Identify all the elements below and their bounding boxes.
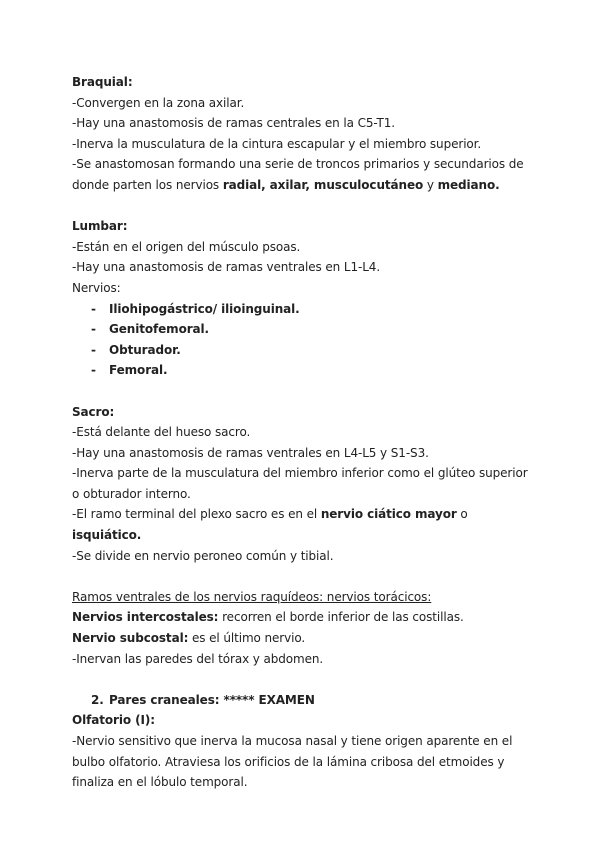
sacro-heading: Sacro: <box>72 404 115 419</box>
list-item: - Obturador. <box>91 342 181 357</box>
braquial-line: -Inerva la musculatura de la cintura escapular y el miembro superior. <box>72 136 482 151</box>
braquial-line: -Hay una anastomosis de ramas centrales en la C5-T1. <box>72 116 395 131</box>
olfatorio-line: finaliza en el lóbulo temporal. <box>72 775 248 790</box>
olfatorio-line: bulbo olfatorio. Atraviesa los orificios de la lámina cribosa del etmoides y <box>72 754 505 769</box>
lumbar-line: -Están en el origen del músculo psoas. <box>72 239 301 254</box>
sacro-line: -Se divide en nervio peroneo común y tibial. <box>72 548 334 563</box>
braquial-line: -Convergen en la zona axilar. <box>72 95 245 110</box>
subcostal-line: Nervio subcostal: es el último nervio. <box>72 631 306 646</box>
sacro-line: -Está delante del hueso sacro. <box>72 425 251 440</box>
document-body <box>72 72 532 793</box>
braquial-line: -Se anastomosan formando una serie de troncos primarios y secundarios de <box>72 157 524 172</box>
list-item: - Femoral. <box>91 363 168 378</box>
sacro-line: -Hay una anastomosis de ramas ventrales en L4-L5 y S1-S3. <box>72 445 429 460</box>
toracicos-title: Ramos ventrales de los nervios raquídeos: nervios torácicos: <box>72 589 432 604</box>
lumbar-nerves-list <box>72 299 532 381</box>
lumbar-line: Nervios: <box>72 280 121 295</box>
intercostales-line: Nervios intercostales: recorren el borde inferior de las costillas. <box>72 610 464 625</box>
braquial-nerves-line: donde parten los nervios radial, axilar, musculocutáneo y mediano. <box>72 177 500 192</box>
list-item: - Genitofemoral. <box>91 322 210 337</box>
toracicos-line: -Inervan las paredes del tórax y abdomen. <box>72 651 324 666</box>
sacro-terminal-line: -El ramo terminal del plexo sacro es en el nervio ciático mayor o isquiático. <box>72 507 468 543</box>
lumbar-line: -Hay una anastomosis de ramas ventrales en L1-L4. <box>72 260 381 275</box>
pares-craneales-heading: 2. Pares craneales: ***** EXAMEN <box>91 692 315 707</box>
lumbar-heading: Lumbar: <box>72 219 128 234</box>
olfatorio-heading: Olfatorio (I): <box>72 713 155 728</box>
list-item: - Iliohipogástrico/ ilioinguinal. <box>91 301 300 316</box>
braquial-heading: Braquial: <box>72 75 133 89</box>
olfatorio-line: -Nervio sensitivo que inerva la mucosa nasal y tiene origen aparente en el <box>72 734 513 748</box>
sacro-line: o obturador interno. <box>72 486 191 501</box>
sacro-line: -Inerva parte de la musculatura del miembro inferior como el glúteo superior <box>72 466 528 481</box>
